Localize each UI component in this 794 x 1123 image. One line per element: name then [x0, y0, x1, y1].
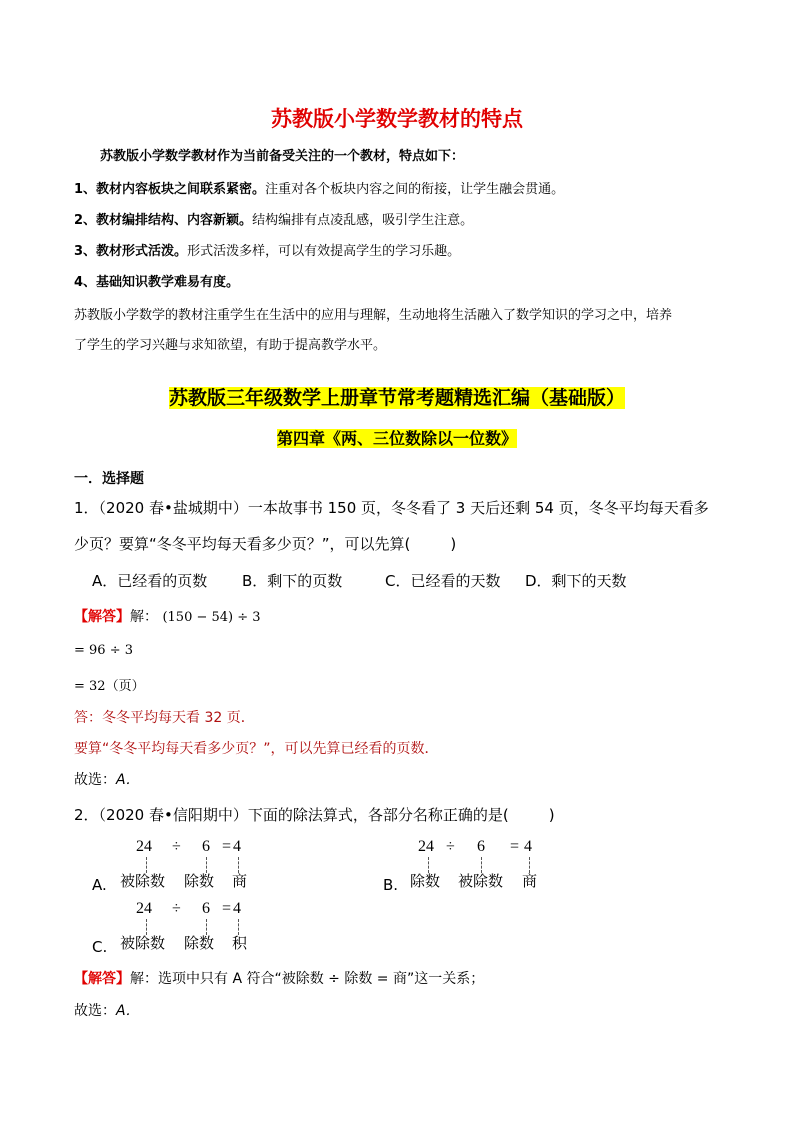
choice-label: 故选：: [74, 772, 116, 788]
q2-choice: [74, 1000, 140, 1020]
q1-step2: = 96 ÷ 3: [74, 643, 133, 658]
fig-divide-sign: ÷: [172, 838, 181, 855]
answer-label: 【解答】: [74, 609, 130, 625]
q1-text-line2: [74, 533, 456, 554]
feature-item: [74, 178, 564, 197]
fig-divide-sign: ÷: [446, 838, 455, 855]
feature-text: 结构编排有点凌乱感，吸引学生注意。: [252, 213, 474, 228]
q1-answer-line: [74, 606, 261, 626]
feature-item: [74, 209, 473, 228]
fig-equals: =: [222, 838, 232, 855]
fig-label: 被除数: [458, 874, 504, 890]
feature-text: 形式活泼多样，可以有效提高学生的学习乐趣。: [187, 244, 461, 259]
exam-heading-wrap: [0, 383, 794, 410]
q2-paren-close: ): [548, 806, 555, 824]
q1-option-a: A．已经看的页数: [92, 572, 208, 590]
intro-lead: 苏教版小学数学教材作为当前备受关注的一个教材，特点如下：: [100, 149, 465, 164]
q1-text-line1: 1．（2020 春•盐城期中）一本故事书 150 页，冬冬看了 3 天后还剩 54 页，冬冬平均每天看多: [74, 499, 709, 517]
fig-label: 商: [232, 874, 248, 890]
fig-label: 积: [232, 936, 248, 952]
q1-note: 要算“冬冬平均每天看多少页？”，可以先算已经看的页数．: [74, 741, 439, 757]
fig-quotient: 4: [233, 838, 241, 855]
fig-label: 除数: [184, 936, 215, 952]
fig-divisor: 6: [202, 900, 210, 917]
fig-dividend: 24: [136, 838, 152, 855]
answer-label: 【解答】: [74, 971, 130, 987]
q2-answer-line: [74, 968, 484, 988]
fig-quotient: 4: [524, 838, 532, 855]
q1-option-c: C．已经看的天数: [385, 572, 501, 590]
intro-paragraph-line2: 了学生的学习兴趣与求知欲望，有助于提高教学水平。: [74, 338, 387, 353]
fig-label: 商: [522, 874, 538, 890]
feature-heading: 基础知识教学难易有度。: [96, 275, 240, 290]
fig-dividend: 24: [418, 838, 434, 855]
feature-number: 1、: [74, 182, 97, 197]
fig-label: 被除数: [120, 874, 166, 890]
q2-option-b-letter: B.: [383, 876, 399, 894]
fig-label: 除数: [184, 874, 215, 890]
intro-paragraph-line1: 苏教版小学数学的教材注重学生在生活中的应用与理解，生动地将生活融入了数学知识的学习之中，培养: [74, 308, 673, 323]
q1-option-b: B．剩下的页数: [242, 572, 343, 590]
choice-label: 故选：: [74, 1003, 116, 1019]
feature-heading: 教材编排结构、内容新颖。: [96, 213, 253, 228]
q1-reply: 答：冬冬平均每天看 32 页．: [74, 710, 255, 726]
choice-value: A．: [116, 772, 140, 788]
q1-choice: [74, 769, 140, 789]
q2-prompt: 2．（2020 春•信阳期中）下面的除法算式，各部分名称正确的是(: [74, 806, 509, 824]
fig-divisor: 6: [202, 838, 210, 855]
feature-heading: 教材形式活泼。: [96, 244, 188, 259]
section-heading: 一．选择题: [74, 471, 144, 487]
intro-title: 苏教版小学数学教材的特点: [271, 107, 523, 131]
q2-option-a-letter: A.: [92, 876, 107, 894]
feature-text: 注重对各个板块内容之间的衔接，让学生融会贯通。: [265, 182, 565, 197]
fig-divisor: 6: [477, 838, 485, 855]
choice-value: A．: [116, 1003, 140, 1019]
q1-step3: = 32（页）: [74, 679, 145, 694]
feature-number: 4、: [74, 275, 97, 290]
fig-label: 被除数: [120, 936, 166, 952]
fig-quotient: 4: [233, 900, 241, 917]
answer-prefix: 解：: [130, 609, 158, 625]
q1-paren-close: ): [450, 535, 457, 553]
feature-item: [74, 240, 460, 259]
feature-number: 2、: [74, 213, 97, 228]
q2-text-line1: [74, 804, 555, 825]
fig-label: 除数: [410, 874, 441, 890]
feature-number: 3、: [74, 244, 97, 259]
fig-equals: =: [510, 838, 520, 855]
fig-dividend: 24: [136, 900, 152, 917]
answer-text: 解：选项中只有 A 符合“被除数 ÷ 除数 = 商”这一关系；: [130, 971, 485, 987]
fig-divide-sign: ÷: [172, 900, 181, 917]
q1-prompt: 少页？要算“冬冬平均每天看多少页？”，可以先算(: [74, 535, 411, 553]
exam-heading: 苏教版三年级数学上册章节常考题精选汇编（基础版）: [168, 387, 625, 409]
chapter-heading-wrap: [0, 426, 794, 449]
feature-item: [74, 271, 239, 290]
chapter-heading: 第四章《两、三位数除以一位数》: [276, 429, 517, 448]
q1-step1: (150 − 54) ÷ 3: [162, 610, 261, 625]
feature-heading: 教材内容板块之间联系紧密。: [96, 182, 266, 197]
fig-equals: =: [222, 900, 232, 917]
q2-option-c-letter: C.: [92, 938, 108, 956]
q1-option-d: D．剩下的天数: [525, 572, 627, 590]
